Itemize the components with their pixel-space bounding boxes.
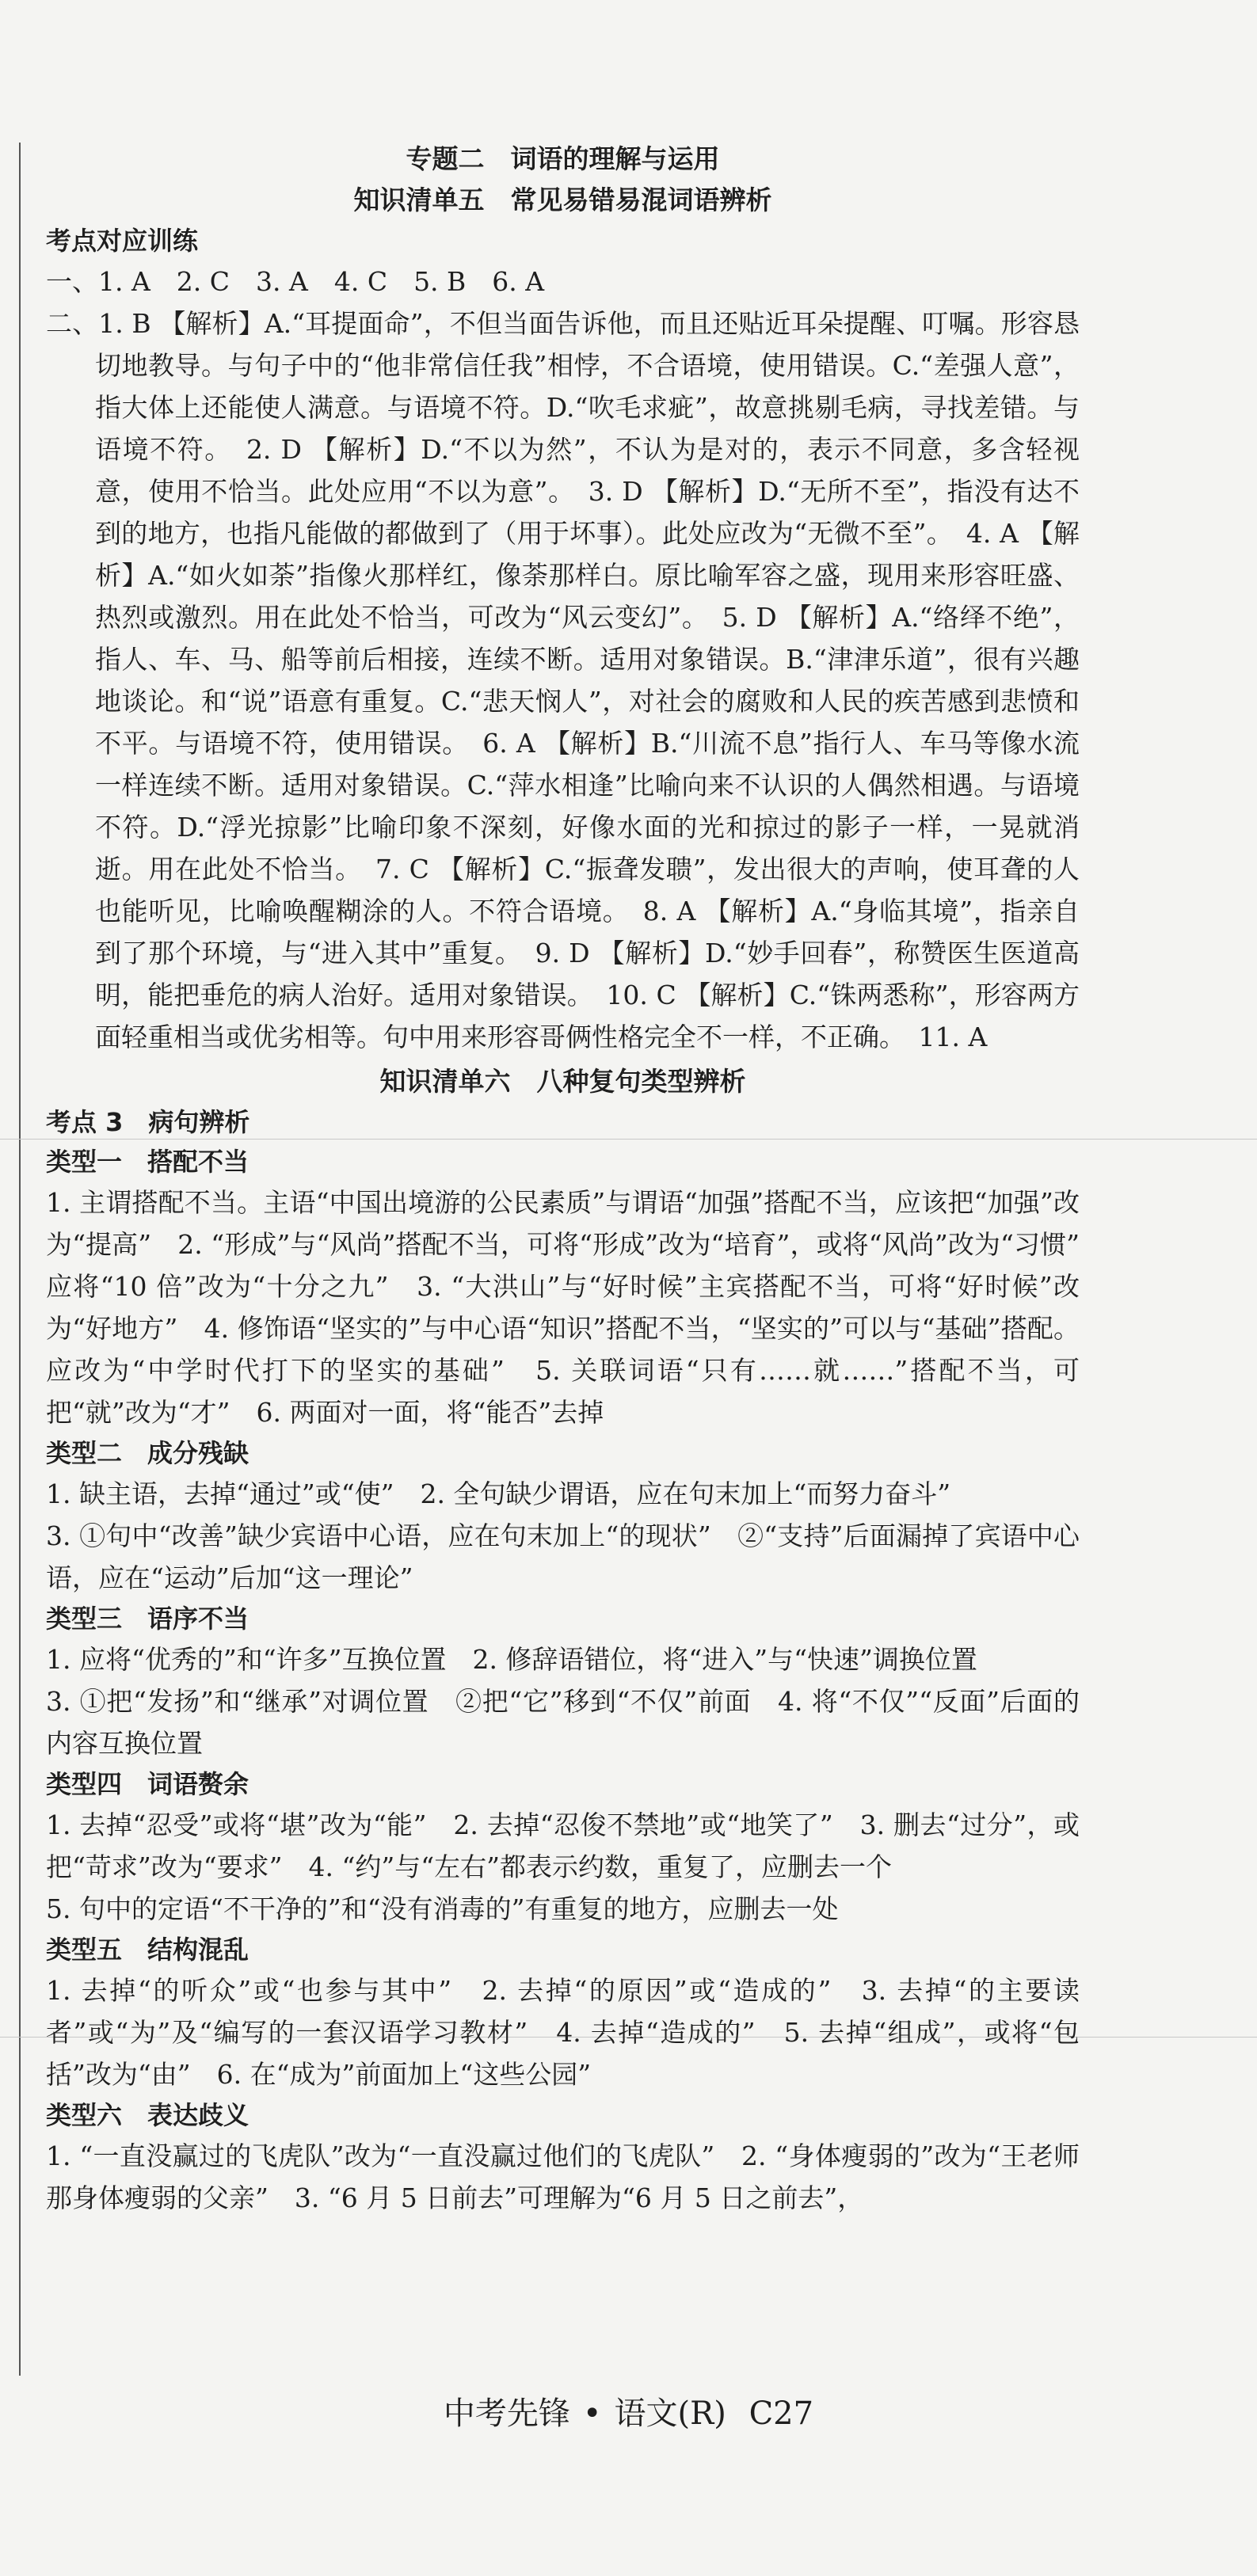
type-block	[46, 1599, 1080, 1764]
topic-heading: 考点 3 病句辨析	[46, 1107, 250, 1137]
list-title: 知识清单五 常见易错易混词语辨析	[353, 185, 772, 215]
page-content	[46, 139, 1106, 2219]
type-heading: 类型三 语序不当	[46, 1604, 249, 1634]
type-block	[46, 1142, 1106, 1433]
answers-block	[46, 261, 1080, 1058]
type-answers: 1. 去掉“的听众”或“也参与其中” 2. 去掉“的原因”或“造成的” 3. 去掉“的主要读者”或“为”及“编写的一套汉语学习教材” 4. 去掉“造成的” 5. 去掉“组成”，或将“包括”改为“由” 6. 在“成为”前面加上“这些公园”	[46, 1975, 1080, 2090]
page-number: C27	[748, 2395, 814, 2432]
page-footer	[0, 2390, 1257, 2437]
type-answers: 1. “一直没赢过的飞虎队”改为“一直没赢过他们的飞虎队” 2. “身体瘦弱的”改为“王老师那身体瘦弱的父亲” 3. “6 月 5 日前去”可理解为“6 月 5 日之前去”，	[46, 2140, 1080, 2213]
type-answers: 1. 应将“优秀的”和“许多”互换位置 2. 修辞语错位，将“进入”与“快速”调换位置 3. ①把“发扬”和“继承”对调位置 ②把“它”移到“不仅”前面 4. 将“不仅”“反面”后面的内容互换位置	[46, 1644, 1080, 1759]
type-block	[46, 1930, 1080, 2095]
type-heading: 类型五 结构混乱	[46, 1935, 249, 1965]
type-block	[46, 1433, 1080, 1599]
type-heading: 类型四 词语赘余	[46, 1769, 249, 1799]
margin-rule	[19, 143, 21, 2376]
type-answers: 1. 去掉“忍受”或将“堪”改为“能” 2. 去掉“忍俊不禁地”或“地笑了” 3. 删去“过分”，或把“苛求”改为“要求” 4. “约”与“左右”都表示约数，重复了，应删去一个 5. 句中的定语“不干净的”和“没有消毒的”有重复的地方，应删去一处	[46, 1809, 1080, 1924]
answers-part-2: 二、1. B 【解析】A.“耳提面命”，不但当面告诉他，而且还贴近耳朵提醒、叮嘱。形容恳切地教导。与句子中的“他非常信任我”相悖，不合语境，使用错误。C.“差强人意”，指大体上还能使人满意。与语境不符。D.“吹毛求疵”，故意挑剔毛病，寻找差错。与语境不符。 2. D 【解析】D.“不以为然”，不认为是对的，表示不同意，多含轻视意，使用不恰当。此处应用“不以为意”。 3. D 【解析】D.“无所不至”，指没有达不到的地方，也指凡能做的都做到了（用于坏事）。此处应改为“无微不至”。 4. A 【解析】A.“如火如荼”指像火那样红，像荼那样白。原比喻军容之盛，现用来形容旺盛、热烈或激烈。用在此处不恰当，可改为“风云变幻”。 5. D 【解析】A.“络绎不绝”，指人、车、马、船等前后相接，连续不断。适用对象错误。B.“津津乐道”，很有兴趣地谈论。和“说”语意有重复。C.“悲天悯人”，对社会的腐败和人民的疾苦感到悲愤和不平。与语境不符，使用错误。 6. A 【解析】B.“川流不息”指行人、车马等像水流一样连续不断。适用对象错误。C.“萍水相逢”比喻向来不认识的人偶然相遇。与语境不符。D.“浮光掠影”比喻印象不深刻，好像水面的光和掠过的影子一样，一晃就消逝。用在此处不恰当。 7. C 【解析】C.“振聋发聩”，发出很大的声响，使耳聋的人也能听见，比喻唤醒糊涂的人。不符合语境。 8. A 【解析】A.“身临其境”，指亲自到了那个环境，与“进入其中”重复。 9. D 【解析】D.“妙手回春”，称赞医生医道高明，能把垂危的病人治好。适用对象错误。 10. C 【解析】C.“铢两悉称”，形容两方面轻重相当或优劣相等。句中用来形容哥俩性格完全不一样，不正确。 11. A	[46, 308, 1080, 1052]
separator-dot: •	[582, 2395, 602, 2432]
type-heading: 类型一 搭配不当	[46, 1147, 249, 1177]
type-heading: 类型二 成分残缺	[46, 1438, 249, 1468]
type-heading: 类型六 表达歧义	[46, 2100, 249, 2130]
answers-part-1: 一、1. A 2. C 3. A 4. C 5. B 6. A	[46, 266, 545, 297]
book-name: 中考先锋	[443, 2395, 570, 2432]
subject-name: 语文(R)	[614, 2395, 726, 2432]
type-answers: 1. 主谓搭配不当。主语“中国出境游的公民素质”与谓语“加强”搭配不当，应该把“加强”改为“提高” 2. “形成”与“风尚”搭配不当，可将“形成”改为“培育”，或将“风尚”改为“习惯” 应将“10 倍”改为“十分之九” 3. “大洪山”与“好时候”主宾搭配不当，可将“好时候”改为“好地方” 4. 修饰语“坚实的”与中心语“知识”搭配不当，“坚实的”可以与“基础”搭配。应改为“中学时代打下的坚实的基础” 5. 关联词语“只有……就……”搭配不当，可把“就”改为“才” 6. 两面对一面，将“能否”去掉	[46, 1187, 1106, 1428]
practice-heading: 考点对应训练	[46, 226, 199, 256]
type-answers: 1. 缺主语，去掉“通过”或“使” 2. 全句缺少谓语，应在句末加上“而努力奋斗” 3. ①句中“改善”缺少宾语中心语，应在句末加上“的现状” ②“支持”后面漏掉了宾语中心语，应在“运动”后加“这一理论”	[46, 1478, 1080, 1593]
list-title: 知识清单六 八种复句类型辨析	[379, 1066, 746, 1097]
type-block	[46, 1764, 1080, 1930]
type-block	[46, 2095, 1080, 2219]
section-title: 专题二 词语的理解与运用	[406, 143, 720, 174]
